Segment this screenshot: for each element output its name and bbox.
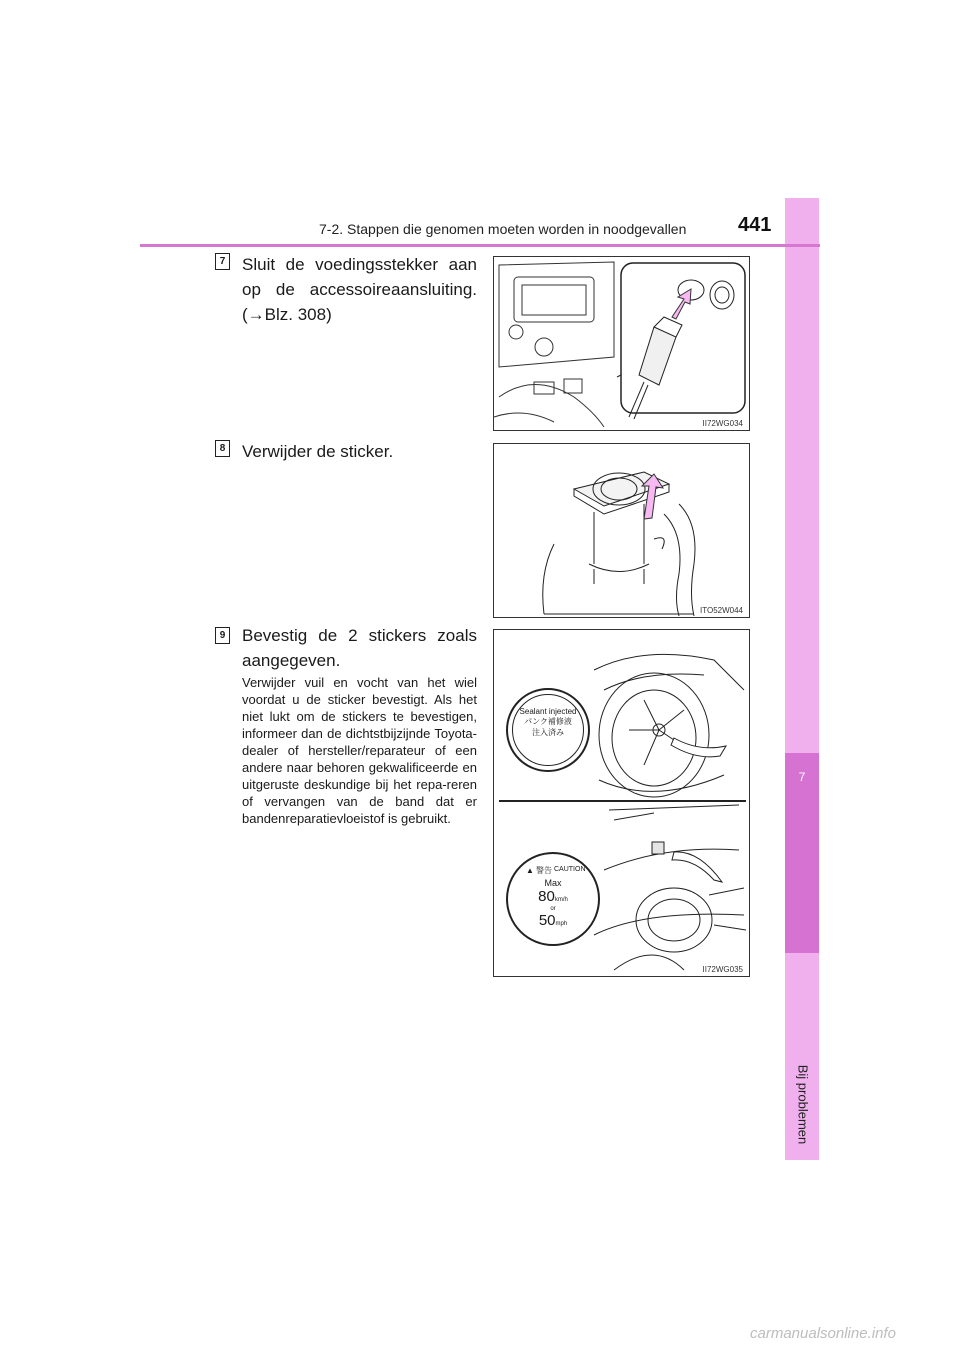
- step-note-9: Verwijder vuil en vocht van het wiel voordat u de sticker bevestigt. Als het niet lukt om de stickers te bevestigen, informeer dan de dichtstbijzijnde Toyota-dealer of hersteller/reparateur of een andere naar behoren gekwalificeerde en uitgeruste deskundige bij het repa-reren of vervangen van de band dat er bandenreparatievloeistof is gebruikt.: [242, 675, 477, 826]
- step-text-8: Verwijder de sticker.: [242, 442, 394, 461]
- step-number-7: 7: [215, 253, 230, 270]
- step-text-7: Sluit de voedingsstekker aan op de accessoireaansluiting. (→Blz. 308): [242, 255, 477, 324]
- step-text-9: Bevestig de 2 stickers zoals aangegeven.: [242, 626, 477, 670]
- figure-code-7: II72WG034: [702, 419, 743, 428]
- sticker-sealant-line1: Sealant injected: [519, 707, 577, 716]
- sticker-kmh-value: 80: [538, 888, 555, 905]
- chapter-side-tab: [785, 198, 819, 1160]
- figure-attach-stickers: [493, 629, 750, 977]
- sticker-mph-value: 50: [538, 912, 556, 929]
- step-number-8: 8: [215, 440, 230, 457]
- chapter-title-wrap: [786, 1034, 820, 1174]
- power-plug-illustration: [494, 257, 749, 430]
- sticker-warning: 警告: [536, 866, 552, 875]
- figure-power-plug: [493, 256, 750, 431]
- sticker-max: Max: [544, 878, 562, 888]
- header-rule: [140, 244, 820, 247]
- step-number-9: 9: [215, 627, 230, 644]
- figure-remove-sticker: [493, 443, 750, 618]
- sticker-speed-caution: [506, 852, 600, 946]
- section-title: 7-2. Stappen die genomen moeten worden in noodgevallen: [319, 221, 687, 237]
- sticker-kmh-row: [508, 888, 598, 906]
- sticker-mph-row: [508, 912, 598, 930]
- page-number: 441: [738, 214, 772, 236]
- sticker-sealant-injected: [506, 688, 590, 772]
- sticker-mph-unit: mph: [555, 921, 568, 927]
- chapter-number: 7: [798, 770, 806, 784]
- watermark: carmanualsonline.info: [750, 1325, 896, 1342]
- chapter-title: Bij problemen: [795, 1064, 811, 1144]
- figure-code-9: II72WG035: [702, 965, 743, 974]
- sticker-kmh-unit: km/h: [554, 897, 568, 903]
- figure-code-8: ITO52W044: [700, 606, 743, 615]
- sticker-sealant-line2: パンク補修液: [524, 717, 572, 726]
- warning-triangle-icon: ▲: [526, 866, 534, 875]
- sealant-bottle-illustration: [494, 444, 749, 617]
- sticker-sealant-line3: 注入済み: [532, 728, 564, 737]
- sticker-caution: CAUTION: [554, 866, 586, 873]
- sticker-or: or: [550, 906, 556, 912]
